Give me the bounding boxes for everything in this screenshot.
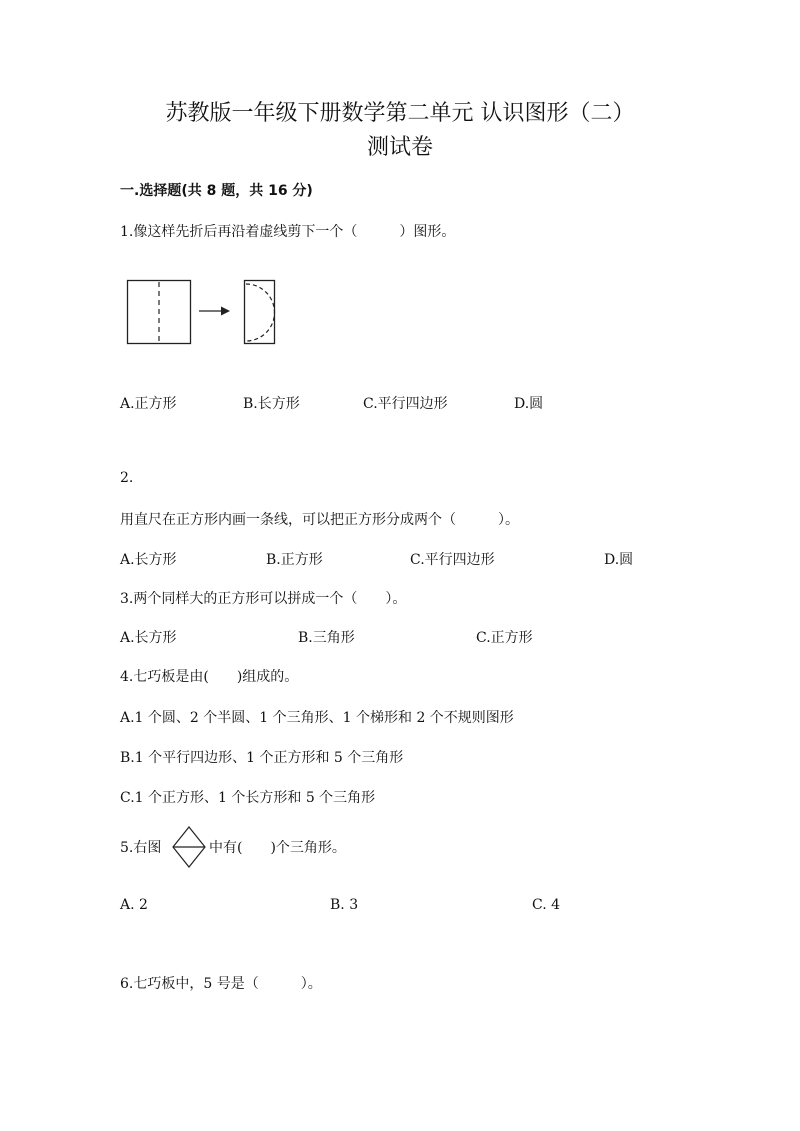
question-4-option-b[interactable]: B.1 个平行四边形、1 个正方形和 5 个三角形 <box>120 750 404 766</box>
question-1-stem: 1.像这样先折后再沿着虚线剪下一个（ ）图形。 <box>120 224 456 240</box>
question-6-stem: 6.七巧板中，5 号是（ ）。 <box>120 976 322 992</box>
question-5-option-c[interactable]: C. 4 <box>532 897 561 913</box>
question-2-option-b[interactable]: B.正方形 <box>266 552 323 568</box>
question-2-option-d[interactable]: D.圆 <box>604 552 634 568</box>
question-2-stem: 用直尺在正方形内画一条线，可以把正方形分成两个（ ）。 <box>120 512 519 528</box>
question-3-option-c[interactable]: C.正方形 <box>476 630 533 646</box>
question-5-option-b[interactable]: B. 3 <box>330 897 359 913</box>
page-title-line2: 测试卷 <box>366 135 433 160</box>
question-5-stem-after: 中有( )个三角形。 <box>209 840 346 856</box>
question-4-option-a[interactable]: A.1 个圆、2 个半圆、1 个三角形、1 个梯形和 2 个不规则图形 <box>120 710 514 726</box>
question-2-option-a[interactable]: A.长方形 <box>120 552 177 568</box>
question-1-option-a[interactable]: A.正方形 <box>120 396 177 412</box>
fold-cut-figure <box>0 0 800 400</box>
question-4-option-c[interactable]: C.1 个正方形、1 个长方形和 5 个三角形 <box>120 790 376 806</box>
page-title: 苏教版一年级下册数学第二单元 认识图形（二） <box>165 101 635 126</box>
question-1-option-d[interactable]: D.圆 <box>514 396 544 412</box>
question-1-option-c[interactable]: C.平行四边形 <box>363 396 448 412</box>
question-2-option-c[interactable]: C.平行四边形 <box>410 552 495 568</box>
question-2-number: 2. <box>120 470 134 486</box>
question-5-option-a[interactable]: A. 2 <box>120 897 148 913</box>
section-heading: 一.选择题(共 8 题，共 16 分) <box>120 183 313 199</box>
question-3-option-a[interactable]: A.长方形 <box>120 630 177 646</box>
question-3-option-b[interactable]: B.三角形 <box>298 630 355 646</box>
question-3-stem: 3.两个同样大的正方形可以拼成一个（ ）。 <box>120 591 407 607</box>
question-1-option-b[interactable]: B.长方形 <box>243 396 300 412</box>
question-5-stem-before: 5.右图 <box>120 840 162 856</box>
diamond-triangles-figure <box>171 824 207 870</box>
question-4-stem: 4.七巧板是由( )组成的。 <box>120 669 299 685</box>
